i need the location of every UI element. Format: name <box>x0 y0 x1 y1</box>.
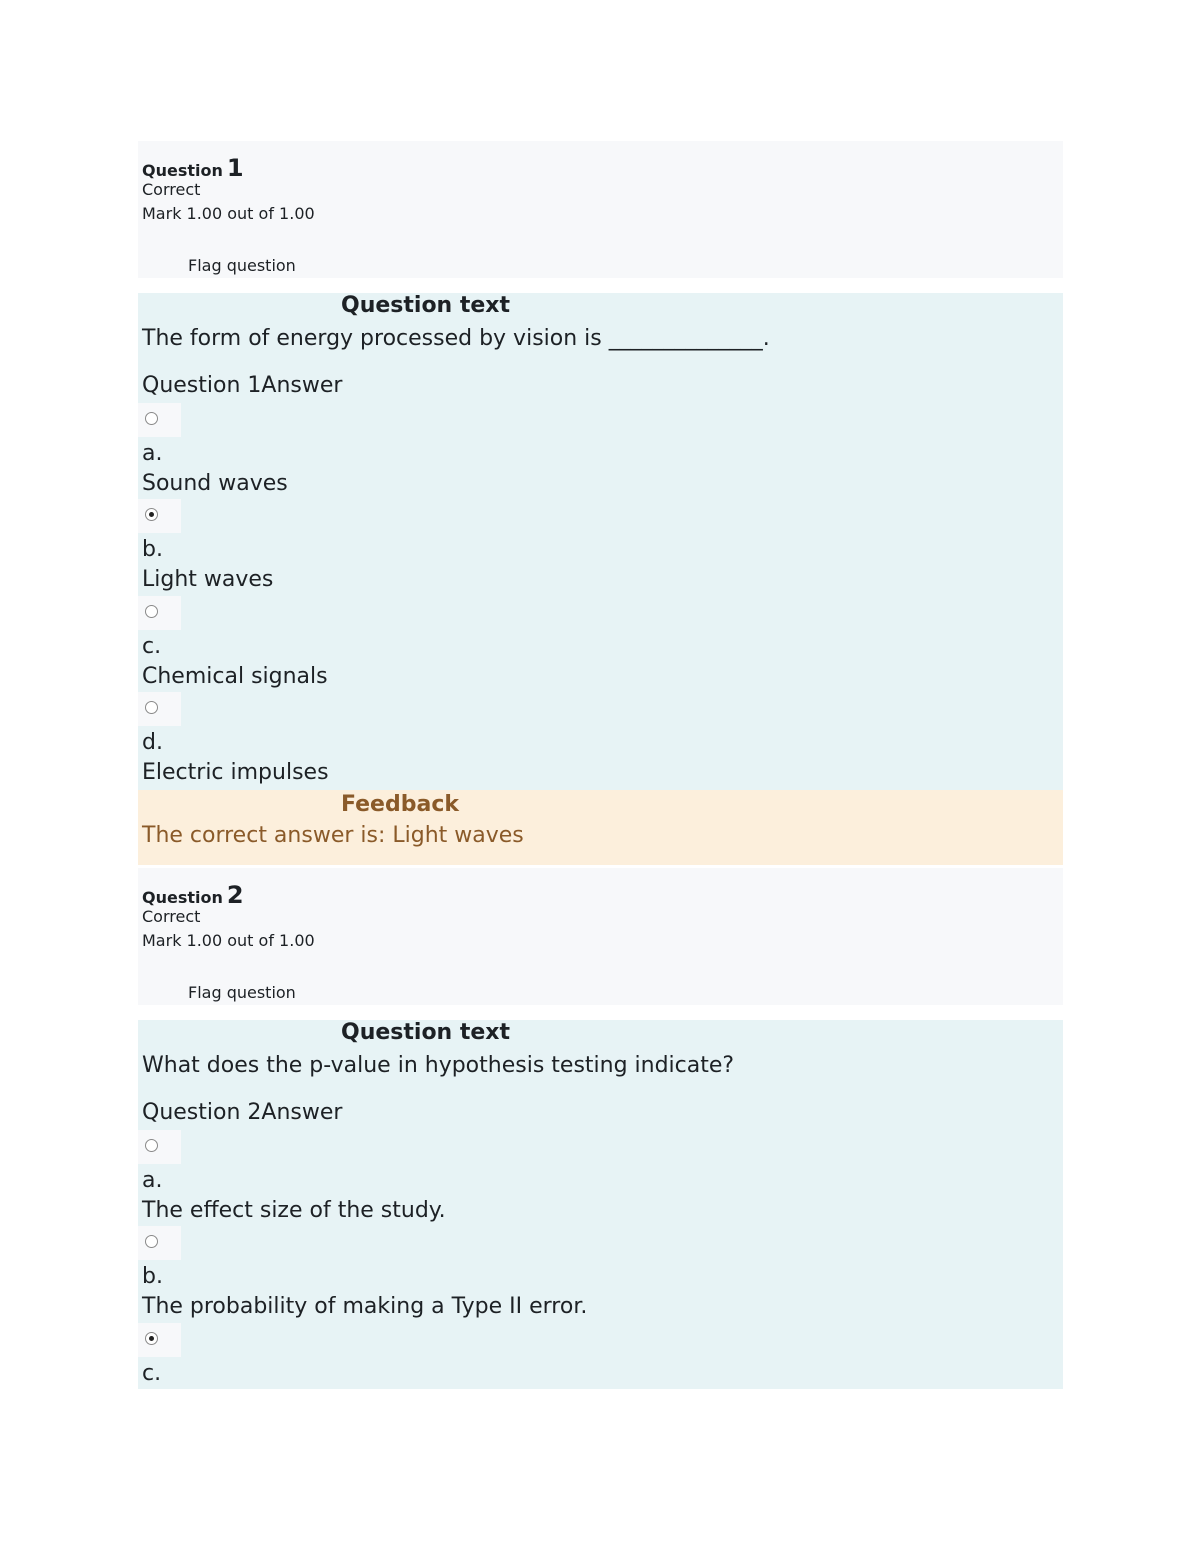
question-label: Question <box>142 161 223 180</box>
option-a-text: The effect size of the study. <box>142 1198 446 1223</box>
option-b-radio[interactable] <box>138 1226 181 1260</box>
option-c-letter: c. <box>142 1361 162 1386</box>
option-b-text: Light waves <box>142 567 274 592</box>
question-text: What does the p-value in hypothesis testing indicate? <box>142 1053 735 1078</box>
radio-button-selected[interactable] <box>145 1332 158 1345</box>
radio-button[interactable] <box>145 701 158 714</box>
question-text: The form of energy processed by vision is ______________. <box>142 326 770 351</box>
option-c-radio[interactable] <box>138 1323 181 1357</box>
question-text-heading: Question text <box>341 293 511 318</box>
question-state: Correct <box>142 180 201 199</box>
option-a-letter: a. <box>142 1168 163 1193</box>
feedback-text: The correct answer is: Light waves <box>142 823 524 848</box>
radio-button[interactable] <box>145 605 158 618</box>
radio-button-selected[interactable] <box>145 508 158 521</box>
option-c-radio[interactable] <box>138 596 181 630</box>
question-1-info <box>138 141 1063 278</box>
answer-prompt: Question 1Answer <box>142 373 343 398</box>
question-number-label <box>142 154 244 182</box>
question-2-content <box>138 1020 1063 1389</box>
question-1-content <box>138 293 1063 790</box>
question-1-feedback <box>138 790 1063 865</box>
option-b-text: The probability of making a Type II error. <box>142 1294 588 1319</box>
flag-question-link[interactable]: Flag question <box>188 256 296 275</box>
option-c-letter: c. <box>142 634 162 659</box>
question-number: 2 <box>226 881 244 909</box>
option-a-radio[interactable] <box>138 403 181 437</box>
option-c-text: Chemical signals <box>142 664 328 689</box>
option-a-letter: a. <box>142 441 163 466</box>
question-grade: Mark 1.00 out of 1.00 <box>142 204 315 223</box>
option-b-letter: b. <box>142 537 163 562</box>
flag-question-link[interactable]: Flag question <box>188 983 296 1002</box>
option-b-letter: b. <box>142 1264 163 1289</box>
option-d-letter: d. <box>142 730 163 755</box>
question-number: 1 <box>226 154 244 182</box>
option-d-text: Electric impulses <box>142 760 329 785</box>
question-2-info <box>138 868 1063 1005</box>
question-text-heading: Question text <box>341 1020 511 1045</box>
question-number-label <box>142 881 244 909</box>
answer-prompt: Question 2Answer <box>142 1100 343 1125</box>
question-label: Question <box>142 888 223 907</box>
radio-button[interactable] <box>145 1139 158 1152</box>
option-d-radio[interactable] <box>138 692 181 726</box>
option-b-radio[interactable] <box>138 499 181 533</box>
radio-button[interactable] <box>145 412 158 425</box>
feedback-heading: Feedback <box>341 792 459 817</box>
radio-button[interactable] <box>145 1235 158 1248</box>
option-a-radio[interactable] <box>138 1130 181 1164</box>
question-state: Correct <box>142 907 201 926</box>
question-grade: Mark 1.00 out of 1.00 <box>142 931 315 950</box>
option-a-text: Sound waves <box>142 471 288 496</box>
